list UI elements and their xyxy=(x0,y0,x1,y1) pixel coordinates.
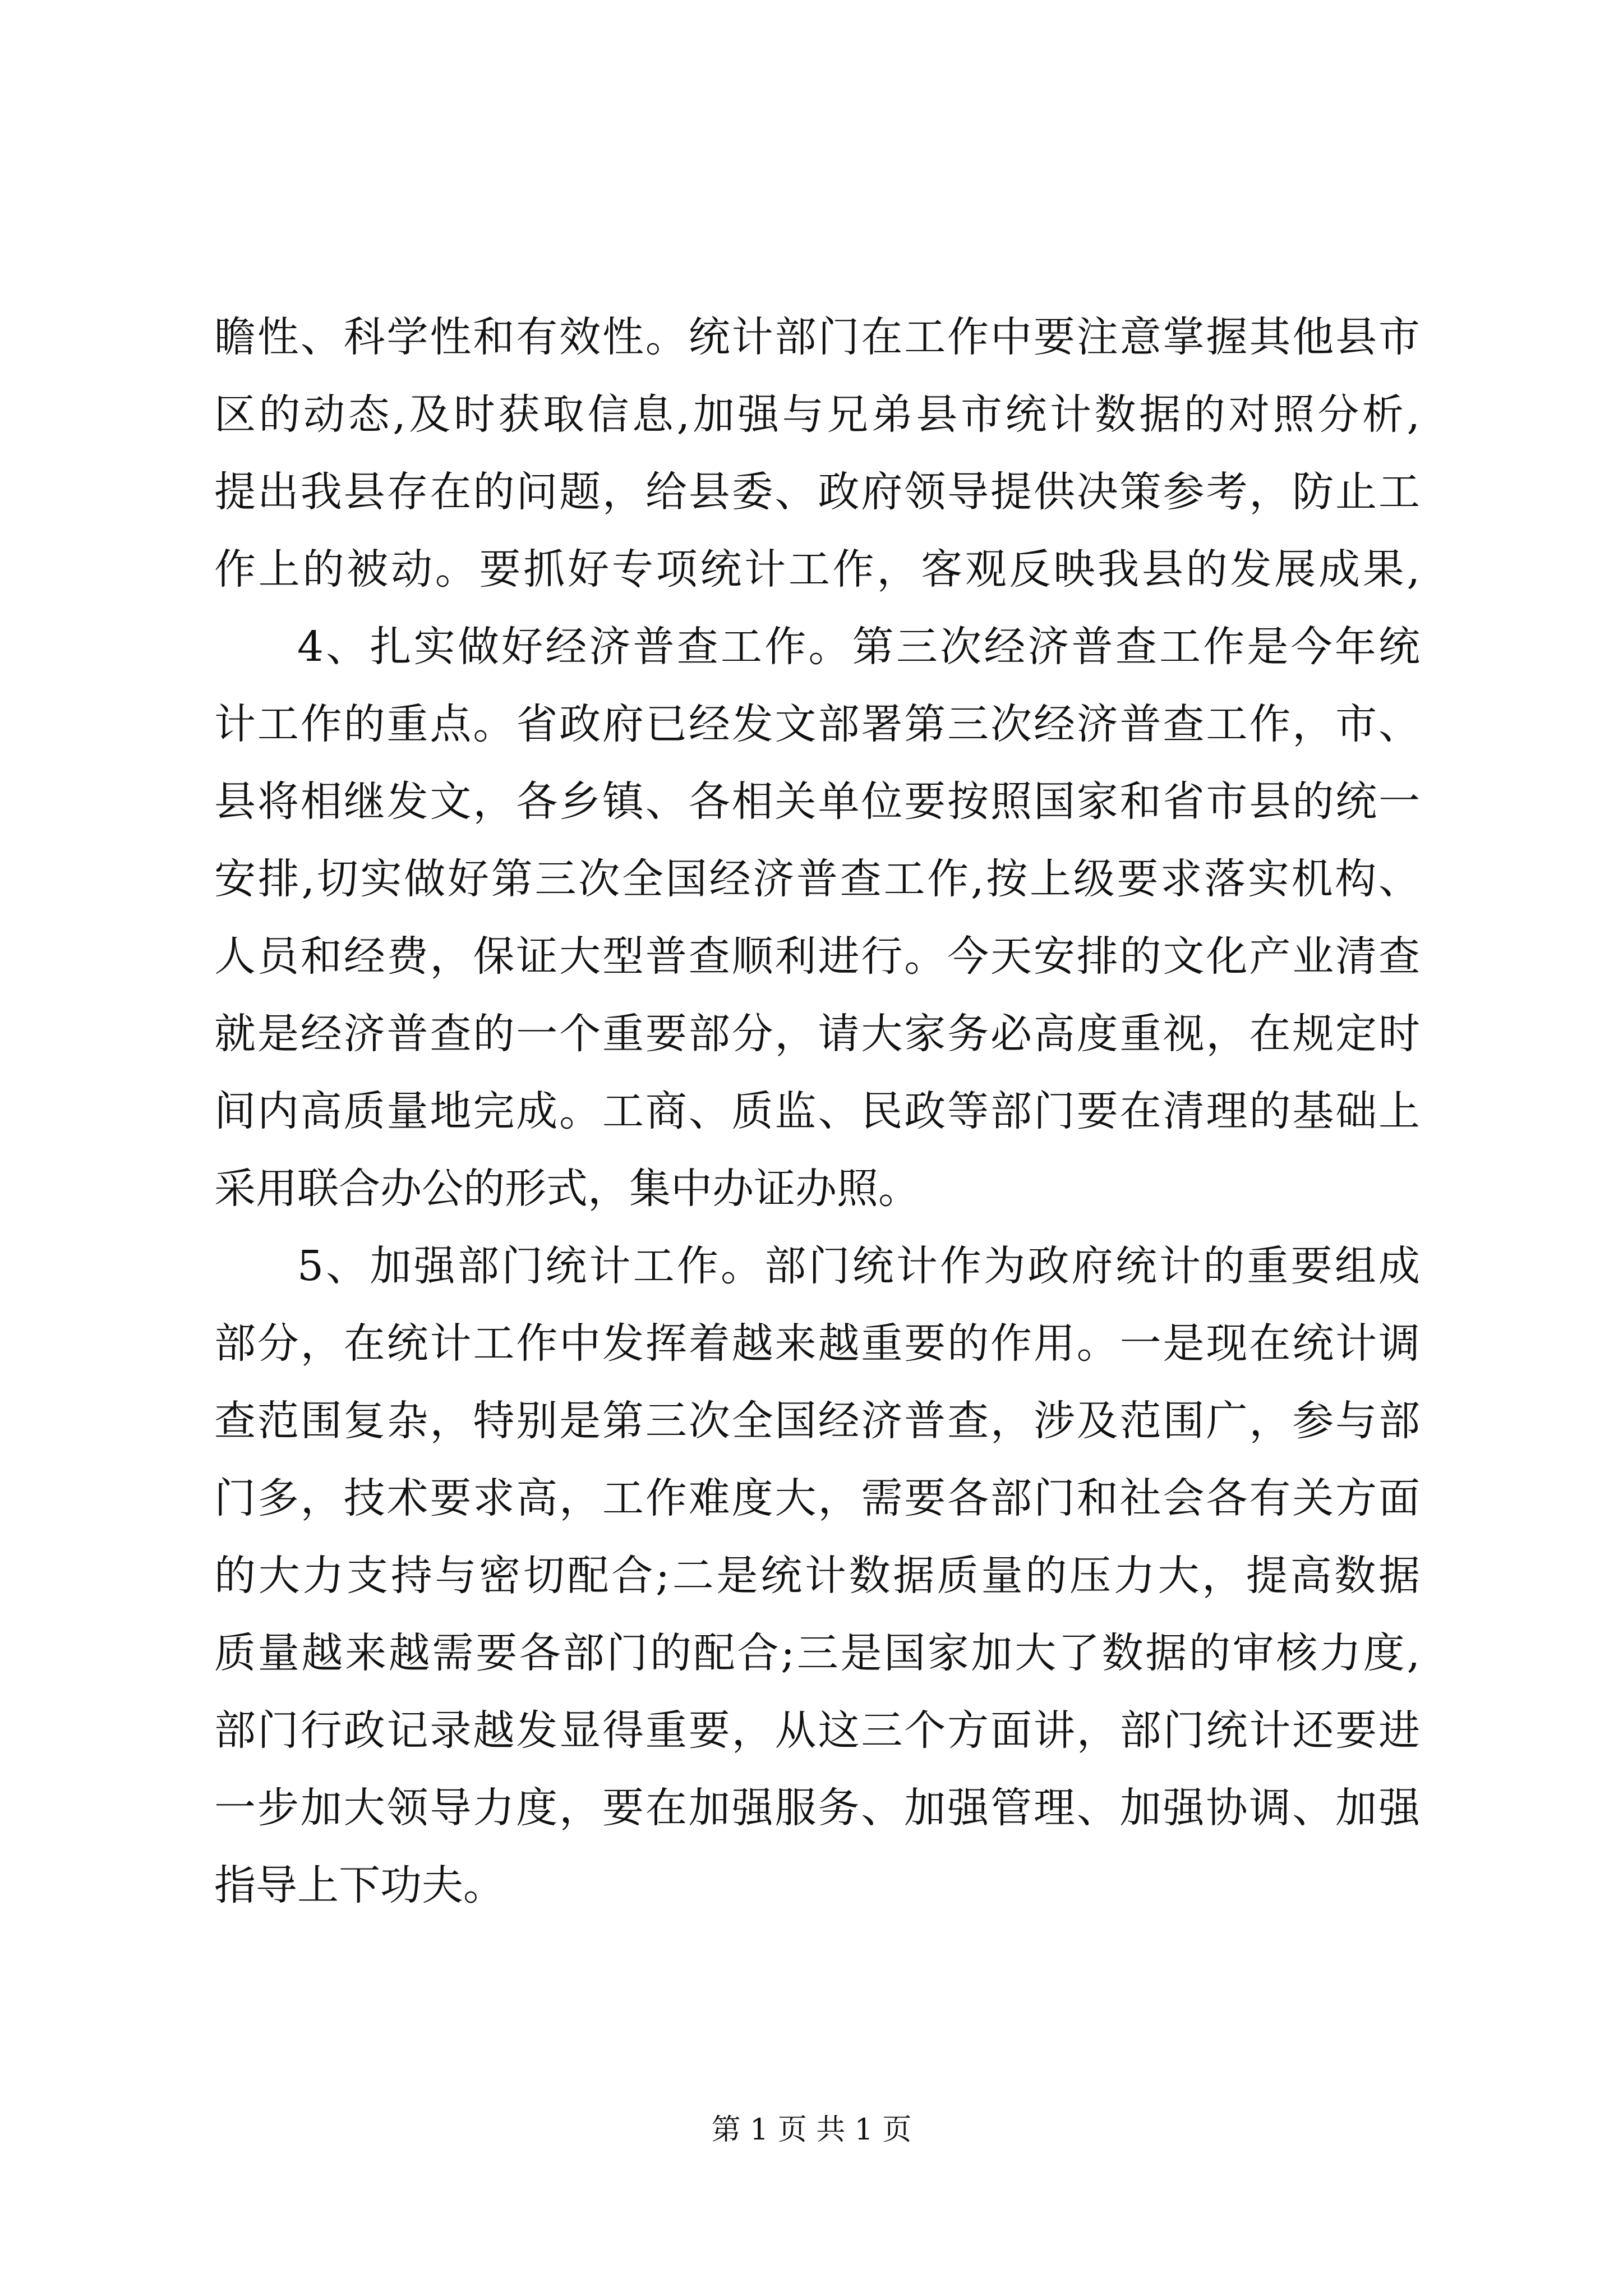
text-line: 安排,切实做好第三次全国经济普查工作,按上级要求落实机构、 xyxy=(214,855,1420,903)
text-line: 采用联合办公的形式，集中办证办照。 xyxy=(214,1165,920,1213)
text-line: 计工作的重点。省政府已经发文部署第三次经济普查工作，市、 xyxy=(214,700,1420,748)
text-line: 5、加强部门统计工作。部门统计作为政府统计的重要组成 xyxy=(297,1242,1420,1290)
text-line: 作上的被动。要抓好专项统计工作，客观反映我县的发展成果, xyxy=(214,545,1420,593)
document-body xyxy=(214,298,1420,1924)
text-line: 部门行政记录越发显得重要，从这三个方面讲，部门统计还要进 xyxy=(214,1706,1420,1755)
text-line: 就是经济普查的一个重要部分，请大家务必高度重视，在规定时 xyxy=(214,1010,1420,1058)
text-line: 门多，技术要求高，工作难度大，需要各部门和社会各有关方面 xyxy=(214,1474,1420,1522)
text-line: 县将相继发文，各乡镇、各相关单位要按照国家和省市县的统一 xyxy=(214,777,1420,826)
text-line: 一步加大领导力度，要在加强服务、加强管理、加强协调、加强 xyxy=(214,1784,1420,1832)
text-line: 间内高质量地完成。工商、质监、民政等部门要在清理的基础上 xyxy=(214,1087,1420,1135)
text-line: 查范围复杂，特别是第三次全国经济普查，涉及范围广，参与部 xyxy=(214,1397,1420,1445)
text-line: 质量越来越需要各部门的配合;三是国家加大了数据的审核力度, xyxy=(214,1629,1420,1677)
text-line: 瞻性、科学性和有效性。统计部门在工作中要注意掌握其他县市 xyxy=(214,313,1420,361)
text-line: 提出我县存在的问题，给县委、政府领导提供决策参考，防止工 xyxy=(214,468,1420,516)
text-line: 区的动态,及时获取信息,加强与兄弟县市统计数据的对照分析, xyxy=(214,390,1420,439)
text-line: 指导上下功夫。 xyxy=(214,1861,505,1910)
text-line: 4、扎实做好经济普查工作。第三次经济普查工作是今年统 xyxy=(297,623,1420,671)
text-line: 人员和经费，保证大型普查顺利进行。今天安排的文化产业清查 xyxy=(214,932,1420,981)
text-line: 的大力支持与密切配合;二是统计数据质量的压力大，提高数据 xyxy=(214,1552,1420,1600)
text-line: 部分，在统计工作中发挥着越来越重要的作用。一是现在统计调 xyxy=(214,1319,1420,1368)
page-number-footer: 第 1 页 共 1 页 xyxy=(711,2113,912,2147)
